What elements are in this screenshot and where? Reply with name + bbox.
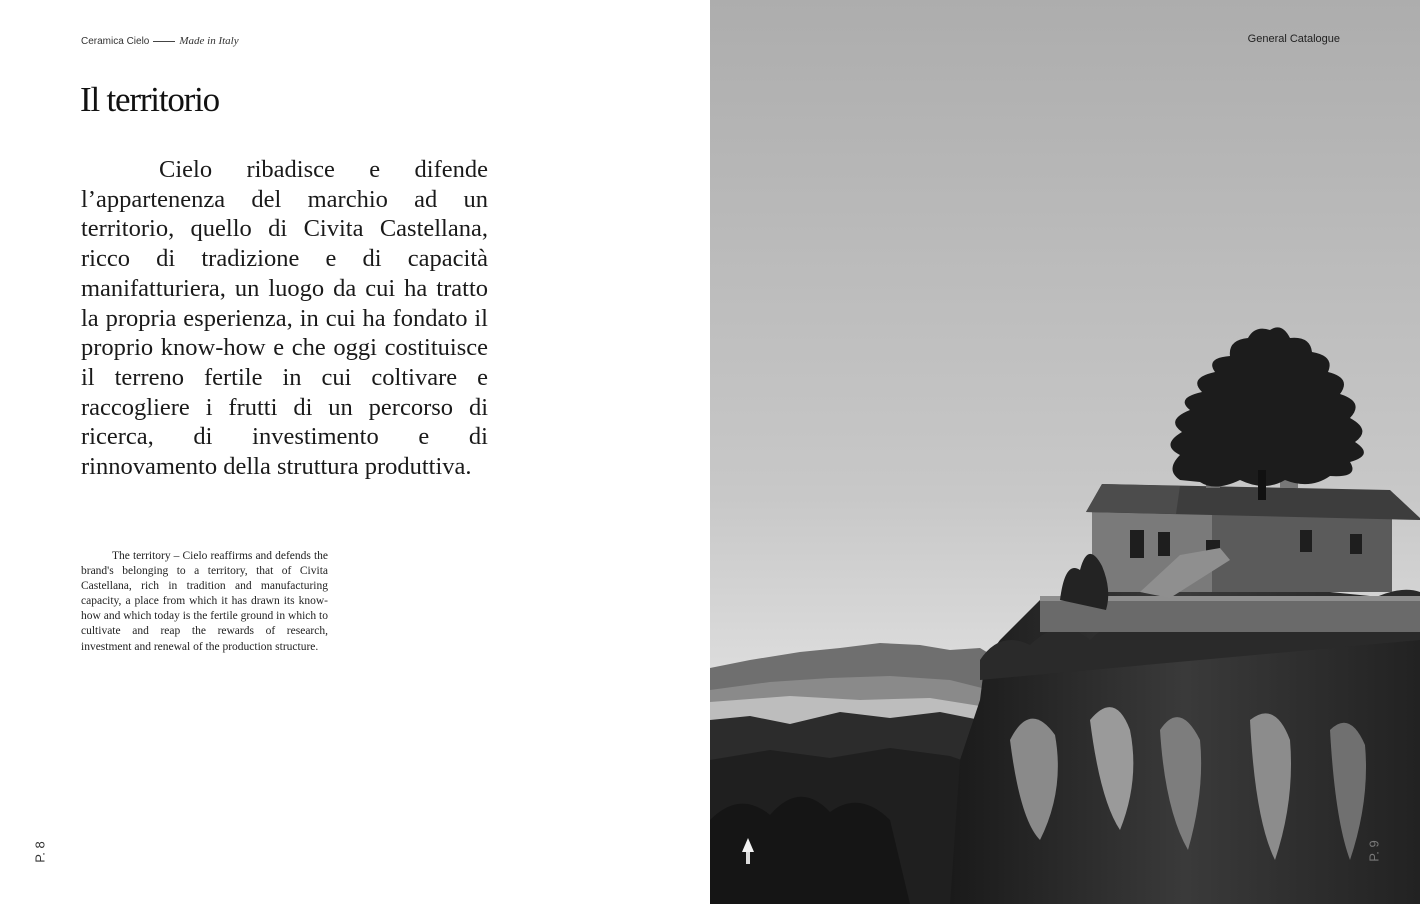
dash-rule — [153, 41, 175, 42]
made-in-italy-tag: Made in Italy — [179, 35, 239, 47]
landscape-photo — [710, 0, 1420, 904]
page-number-left — [30, 838, 50, 866]
page-number-right-label: P. 9 — [1366, 840, 1382, 862]
paragraph-english: The territory – Cielo reaffirms and defends the brand's belonging to a territory, that of Civita Castellana, rich in tradition and manufacturing capacity, a place from which it has drawn its know-how and which today is the fertile ground in which to cultivate and reap the rewards of research, investment and renewal of the production structure. — [81, 550, 328, 653]
page-title: Il territorio — [80, 80, 219, 119]
page-number-right — [1364, 836, 1384, 866]
page-number-left-label: P. 8 — [32, 841, 48, 863]
running-head — [81, 35, 239, 47]
brand-name: Ceramica Cielo — [81, 35, 150, 47]
running-head-right: General Catalogue — [1247, 33, 1340, 45]
right-page — [710, 0, 1420, 904]
lead-paragraph-italian: Cielo ribadisce e difende l’appartenenza del marchio ad un territorio, quello di Civita Castellana, ricco di tradizione e di capacità manifatturiera, un luogo da cui ha tratto la propria esperienza, in cui ha fondato il proprio know-how e che oggi costituisce il terreno fertile in cui coltivare e raccogliere i frutti di un percorso di ricerca, di investimento e di rinnovamento della struttura produttiva. — [81, 156, 488, 481]
